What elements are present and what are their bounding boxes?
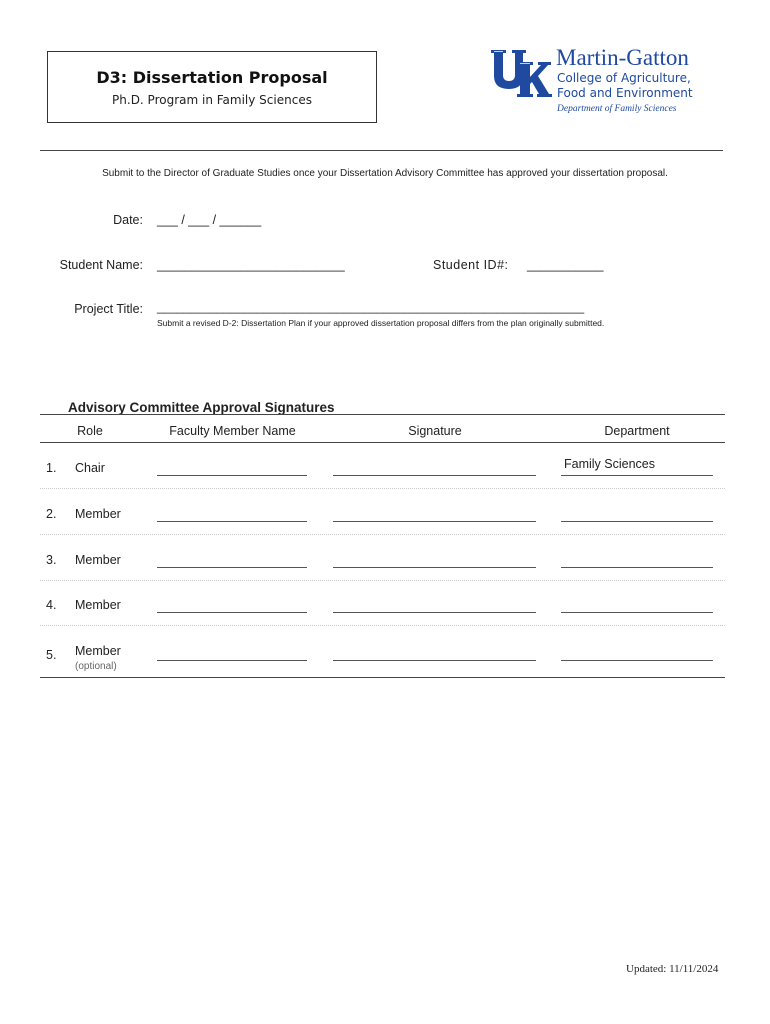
- student-name-label: Student Name:: [59, 258, 143, 272]
- table-bottom-divider: [40, 677, 725, 678]
- student-id-label: Student ID#:: [433, 258, 509, 272]
- form-subtitle: Ph.D. Program in Family Sciences: [112, 93, 312, 107]
- signatures-heading: Advisory Committee Approval Signatures: [68, 400, 335, 415]
- faculty-name-field[interactable]: [157, 521, 307, 522]
- column-header-signature: Signature: [408, 424, 462, 438]
- student-name-field[interactable]: ___________________________: [157, 258, 345, 272]
- signature-field[interactable]: [333, 612, 536, 613]
- signature-field[interactable]: [333, 521, 536, 522]
- header-divider: [40, 150, 723, 151]
- signature-field[interactable]: [333, 660, 536, 661]
- row-role: Chair: [75, 461, 105, 475]
- faculty-name-field[interactable]: [157, 567, 307, 568]
- form-title: D3: Dissertation Proposal: [96, 68, 328, 87]
- updated-date: Updated: 11/11/2024: [626, 963, 719, 975]
- row-role: Member: [75, 553, 121, 567]
- logo-department: Department of Family Sciences: [557, 104, 677, 114]
- signature-field[interactable]: [333, 475, 536, 476]
- faculty-name-field[interactable]: [157, 660, 307, 661]
- project-title-label: Project Title:: [74, 302, 143, 316]
- department-field[interactable]: [561, 475, 713, 476]
- date-field[interactable]: ___ / ___ / ______: [157, 213, 262, 227]
- department-field[interactable]: [561, 660, 713, 661]
- department-field[interactable]: [561, 567, 713, 568]
- row-number: 1.: [46, 461, 57, 475]
- row-divider: [40, 534, 725, 535]
- logo-college-line1: College of Agriculture,: [557, 71, 691, 85]
- row-divider: [40, 625, 725, 626]
- student-id-field[interactable]: ___________: [527, 258, 604, 272]
- college-logo: [490, 45, 730, 118]
- column-header-faculty-name: Faculty Member Name: [169, 424, 296, 438]
- row-role: Member: [75, 644, 121, 658]
- row-role: Member: [75, 507, 121, 521]
- department-value: Family Sciences: [564, 457, 655, 471]
- row-divider: [40, 580, 725, 581]
- row-optional-note: (optional): [75, 661, 117, 672]
- heading-divider: [40, 414, 725, 415]
- row-number: 2.: [46, 507, 57, 521]
- column-header-department: Department: [604, 424, 670, 438]
- faculty-name-field[interactable]: [157, 475, 307, 476]
- row-number: 3.: [46, 553, 57, 567]
- logo-name: Martin-Gatton: [556, 45, 689, 70]
- uk-logo-icon: [490, 48, 552, 100]
- faculty-name-field[interactable]: [157, 612, 307, 613]
- project-title-field[interactable]: ________________________________________________________________: [157, 300, 585, 314]
- signature-field[interactable]: [333, 567, 536, 568]
- department-field[interactable]: [561, 612, 713, 613]
- logo-college-line2: Food and Environment: [557, 86, 693, 100]
- row-role: Member: [75, 598, 121, 612]
- row-number: 5.: [46, 648, 57, 662]
- instructions-text: Submit to the Director of Graduate Studies once your Dissertation Advisory Committee has approved your dissertation proposal.: [102, 168, 668, 179]
- row-number: 4.: [46, 598, 57, 612]
- date-label: Date:: [113, 213, 143, 227]
- column-header-divider: [40, 442, 725, 443]
- row-divider: [40, 488, 725, 489]
- department-field[interactable]: [561, 521, 713, 522]
- column-header-role: Role: [77, 424, 103, 438]
- title-box: [47, 51, 377, 123]
- project-title-note: Submit a revised D-2: Dissertation Plan if your approved dissertation proposal differs from the plan originally submitted.: [157, 318, 605, 328]
